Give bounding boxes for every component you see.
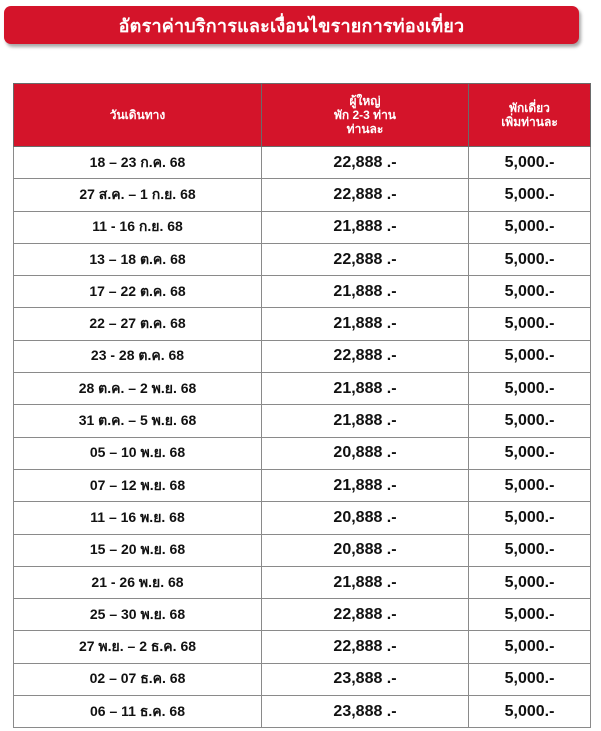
price-table: [13, 83, 591, 728]
date-cell: 02 – 07 ธ.ค. 68: [14, 663, 262, 695]
date-cell: 27 พ.ย. – 2 ธ.ค. 68: [14, 631, 262, 663]
table-row: [14, 566, 591, 598]
table-row: [14, 631, 591, 663]
adult-price-cell: 22,888 .-: [262, 631, 469, 663]
single-supplement-cell: 5,000.-: [469, 599, 591, 631]
adult-price-cell: 22,888 .-: [262, 243, 469, 275]
table-row: [14, 211, 591, 243]
single-supplement-cell: 5,000.-: [469, 211, 591, 243]
adult-price-cell: 21,888 .-: [262, 566, 469, 598]
header-single-supplement: [469, 84, 591, 147]
single-supplement-cell: 5,000.-: [469, 502, 591, 534]
table-row: [14, 373, 591, 405]
single-supplement-cell: 5,000.-: [469, 663, 591, 695]
adult-price-cell: 22,888 .-: [262, 599, 469, 631]
single-supplement-cell: 5,000.-: [469, 437, 591, 469]
header-travel-date-label: วันเดินทาง: [109, 108, 166, 122]
header-adult-line1: ผู้ใหญ่: [349, 94, 381, 108]
header-single-line2: เพิ่มท่านละ: [501, 115, 558, 129]
adult-price-cell: 21,888 .-: [262, 469, 469, 501]
adult-price-cell: 21,888 .-: [262, 211, 469, 243]
date-cell: 27 ส.ค. – 1 ก.ย. 68: [14, 179, 262, 211]
date-cell: 23 - 28 ต.ค. 68: [14, 340, 262, 372]
date-cell: 28 ต.ค. – 2 พ.ย. 68: [14, 373, 262, 405]
table-row: [14, 179, 591, 211]
date-cell: 15 – 20 พ.ย. 68: [14, 534, 262, 566]
header-travel-date: [14, 84, 262, 147]
table-header-row: [14, 84, 591, 147]
header-adult-price: [262, 84, 469, 147]
date-cell: 18 – 23 ก.ค. 68: [14, 147, 262, 179]
header-single-line1: พักเดี่ยว: [509, 101, 550, 115]
adult-price-cell: 20,888 .-: [262, 534, 469, 566]
table-row: [14, 696, 591, 728]
date-cell: 22 – 27 ต.ค. 68: [14, 308, 262, 340]
single-supplement-cell: 5,000.-: [469, 696, 591, 728]
single-supplement-cell: 5,000.-: [469, 340, 591, 372]
single-supplement-cell: 5,000.-: [469, 631, 591, 663]
single-supplement-cell: 5,000.-: [469, 534, 591, 566]
date-cell: 07 – 12 พ.ย. 68: [14, 469, 262, 501]
table-row: [14, 502, 591, 534]
single-supplement-cell: 5,000.-: [469, 147, 591, 179]
single-supplement-cell: 5,000.-: [469, 373, 591, 405]
table-row: [14, 599, 591, 631]
table-row: [14, 340, 591, 372]
adult-price-cell: 20,888 .-: [262, 502, 469, 534]
adult-price-cell: 21,888 .-: [262, 373, 469, 405]
date-cell: 21 - 26 พ.ย. 68: [14, 566, 262, 598]
page-title: อัตราค่าบริการและเงื่อนไขรายการท่องเที่ยว: [118, 15, 465, 36]
table-row: [14, 437, 591, 469]
date-cell: 11 – 16 พ.ย. 68: [14, 502, 262, 534]
date-cell: 17 – 22 ต.ค. 68: [14, 276, 262, 308]
table-row: [14, 534, 591, 566]
adult-price-cell: 23,888 .-: [262, 696, 469, 728]
table-row: [14, 308, 591, 340]
header-adult-line2: พัก 2-3 ท่าน: [333, 108, 397, 122]
table-row: [14, 469, 591, 501]
table-row: [14, 663, 591, 695]
adult-price-cell: 21,888 .-: [262, 276, 469, 308]
table-row: [14, 276, 591, 308]
adult-price-cell: 22,888 .-: [262, 147, 469, 179]
single-supplement-cell: 5,000.-: [469, 405, 591, 437]
date-cell: 13 – 18 ต.ค. 68: [14, 243, 262, 275]
single-supplement-cell: 5,000.-: [469, 469, 591, 501]
table-row: [14, 243, 591, 275]
adult-price-cell: 21,888 .-: [262, 405, 469, 437]
date-cell: 05 – 10 พ.ย. 68: [14, 437, 262, 469]
single-supplement-cell: 5,000.-: [469, 308, 591, 340]
adult-price-cell: 22,888 .-: [262, 340, 469, 372]
table-row: [14, 405, 591, 437]
date-cell: 11 - 16 ก.ย. 68: [14, 211, 262, 243]
table-row: [14, 147, 591, 179]
date-cell: 31 ต.ค. – 5 พ.ย. 68: [14, 405, 262, 437]
single-supplement-cell: 5,000.-: [469, 276, 591, 308]
date-cell: 06 – 11 ธ.ค. 68: [14, 696, 262, 728]
adult-price-cell: 22,888 .-: [262, 179, 469, 211]
adult-price-cell: 20,888 .-: [262, 437, 469, 469]
adult-price-cell: 23,888 .-: [262, 663, 469, 695]
single-supplement-cell: 5,000.-: [469, 566, 591, 598]
date-cell: 25 – 30 พ.ย. 68: [14, 599, 262, 631]
single-supplement-cell: 5,000.-: [469, 243, 591, 275]
adult-price-cell: 21,888 .-: [262, 308, 469, 340]
title-banner: [4, 6, 579, 44]
header-adult-line3: ท่านละ: [346, 122, 384, 136]
single-supplement-cell: 5,000.-: [469, 179, 591, 211]
